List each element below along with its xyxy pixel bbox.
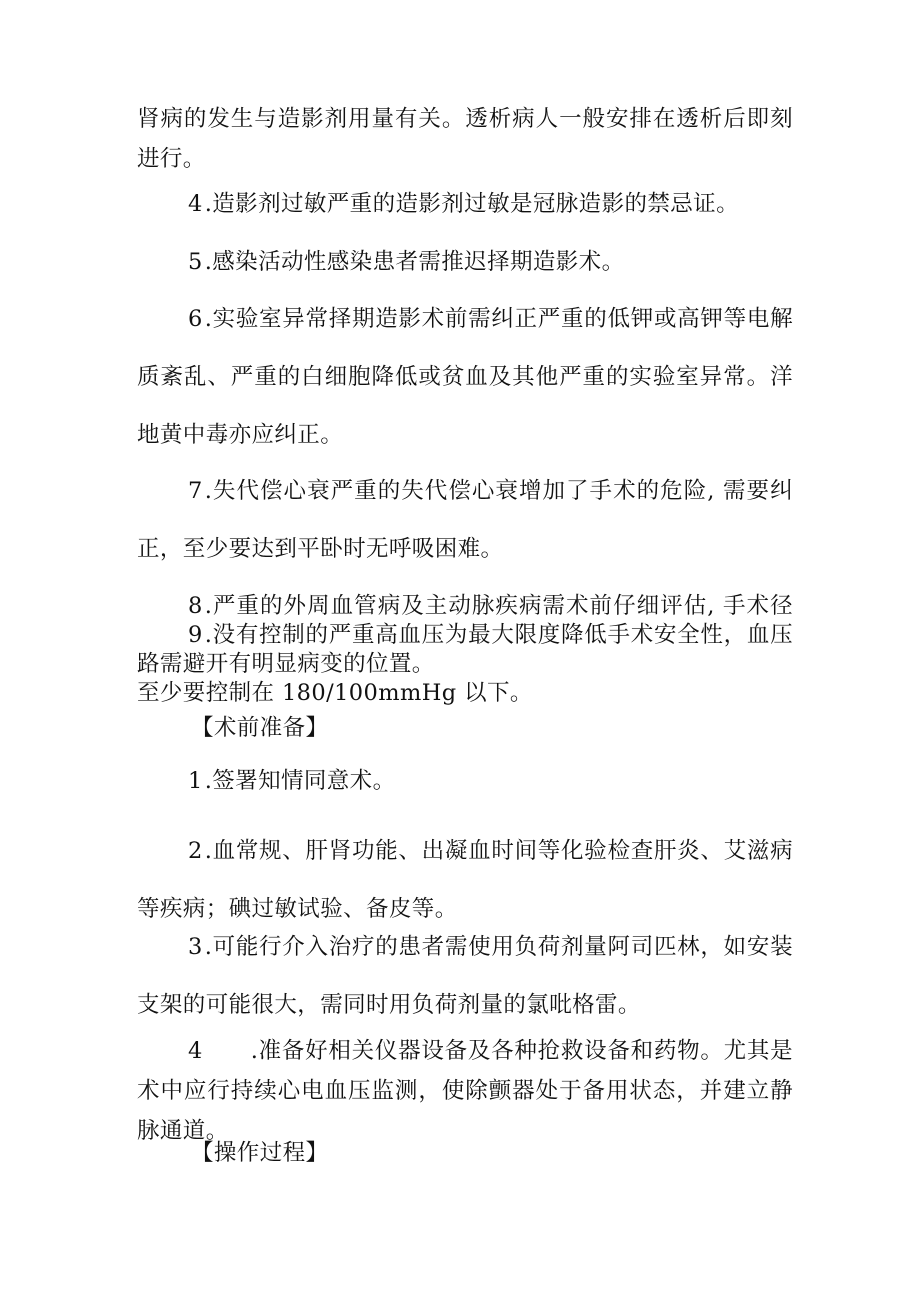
- preop-item-3: [137, 918, 793, 1034]
- item-number: 4: [188, 191, 203, 217]
- item-text: .失代偿心衰严重的失代偿心衰增加了手术的危险, 需要纠正，至少要达到平卧时无呼吸困难。: [137, 478, 793, 562]
- section-heading-preoperative: 【术前准备】: [191, 715, 329, 741]
- item-number: 7: [188, 478, 203, 504]
- contraindication-item-7: [137, 462, 793, 578]
- item-text: .严重的外周血管病及主动脉疾病需术前仔细评估, 手术径路需避开有明显病变的位置。: [137, 593, 793, 677]
- item-text: .感染活动性感染患者需推迟择期造影术。: [204, 249, 625, 275]
- paragraph-text: 肾病的发生与造影剂用量有关。透析病人一般安排在透析后即刻进行。: [137, 106, 793, 172]
- contraindication-item-9: [137, 606, 793, 722]
- section-heading-procedure: 【操作过程】: [191, 1140, 329, 1166]
- item-number: 1: [188, 768, 203, 794]
- item-number: 8: [188, 593, 203, 619]
- contraindication-item-5: [137, 233, 793, 291]
- item-text: .准备好相关仪器设备及各种抢救设备和药物。尤其是术中应行持续心电血压监测，使除颤器处于备用状态，并建立静脉通道。: [137, 1038, 793, 1144]
- item-number: 6: [188, 306, 203, 332]
- contraindication-item-4: [137, 175, 793, 233]
- item-number: 5: [188, 249, 203, 275]
- item-text: .签署知情同意术。: [204, 768, 396, 794]
- item-number: 2: [188, 838, 203, 864]
- item-number: 3: [188, 934, 203, 960]
- item-text: .没有控制的严重高血压为最大限度降低手术安全性，血压至少要控制在 180/100mmHg 以下。: [137, 622, 793, 706]
- item-text: .可能行介入治疗的患者需使用负荷剂量阿司匹林，如安装支架的可能很大，需同时用负荷剂量的氯吡格雷。: [137, 934, 793, 1018]
- item-number: 9: [188, 622, 203, 648]
- item-text: .血常规、肝肾功能、出凝血时间等化验检查肝炎、艾滋病等疾病；碘过敏试验、备皮等。: [137, 838, 793, 922]
- contraindication-item-6: [137, 290, 793, 464]
- preop-item-1: [137, 752, 793, 810]
- item-number: 4: [188, 1038, 203, 1064]
- paragraph-continued: [137, 99, 793, 179]
- item-text: .造影剂过敏严重的造影剂过敏是冠脉造影的禁忌证。: [204, 191, 739, 217]
- item-text: .实验室异常择期造影术前需纠正严重的低钾或高钾等电解质紊乱、严重的白细胞降低或贫血及其他严重的实验室异常。洋地黄中毒亦应纠正。: [137, 306, 793, 448]
